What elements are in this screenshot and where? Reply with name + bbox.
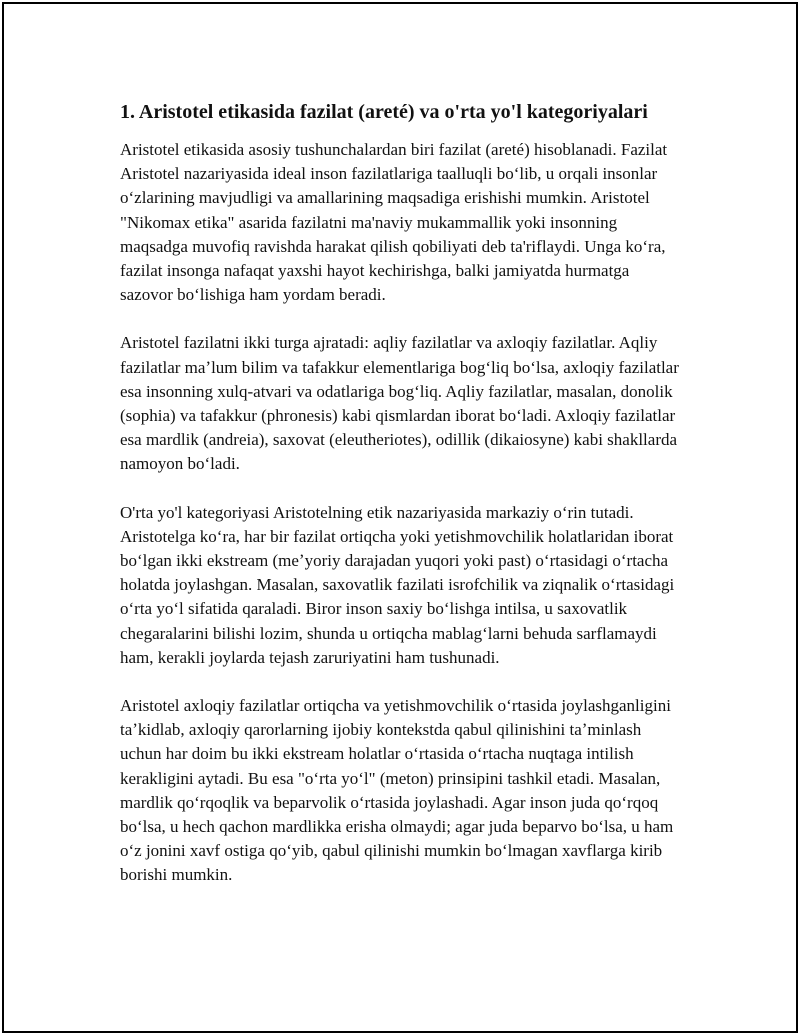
paragraph-fazilat-types: Aristotel fazilatni ikki turga ajratadi: aqliy fazilatlar va axloqiy fazilatlar. Aqliy fazilatlar maʼlum bilim va tafakkur elementlariga bogʻliq boʻlsa, axloqiy fazilatlar esa insonning xulq-atvari va odatlariga bogʻliq. Aqliy fazilatlar, masalan, donolik (sophia) va tafakkur (phronesis) kabi qismlardan iborat boʻladi. Axloqiy fazilatlar esa mardlik (andreia), saxovat (eleutheriotes), odillik (dikaiosyne) kabi shakllarda namoyon boʻladi. (120, 333, 679, 474)
section-heading: 1. Aristotel etikasida fazilat (areté) va o'rta yo'l kategoriyalari (120, 101, 648, 123)
paragraph-middle-way: O'rta yo'l kategoriyasi Aristotelning etik nazariyasida markaziy oʻrin tutadi. Aristotelga koʻra, har bir fazilat ortiqcha yoki yetishmovchilik holatlaridan iborat boʻlgan ikki ekstream (meʼyoriy darajadan yuqori yoki past) oʻrtasidagi oʻrtacha holatda joylashgan. Masalan, saxovatlik fazilati isrofchilik va ziqnalik oʻrtasidagi oʻrta yoʻl sifatida qaraladi. Biror inson saxiy boʻlishga intilsa, u saxovatlik chegaralarini bilishi lozim, shunda u ortiqcha mablagʻlarni behuda sarflamaydi ham, kerakli joylarda tejash zaruriyatini ham tushunadi. (120, 502, 675, 667)
paragraph-meton-principle: Aristotel axloqiy fazilatlar ortiqcha va yetishmovchilik oʻrtasida joylashganligini taʼkidlab, axloqiy qarorlarning ijobiy kontekstda qabul qilinishini taʼminlash uchun har doim bu ikki ekstream holatlar oʻrtasida oʻrtacha nuqtaga intilish kerakligini aytadi. Bu esa "oʻrta yoʻl" (meton) prinsipini tashkil etadi. Masalan, mardlik qoʻrqoqlik va beparvolik oʻrtasida joylashadi. Agar inson juda qoʻrqoq boʻlsa, u hech qachon mardlikka erisha olmaydi; agar juda beparvo boʻlsa, u ham oʻz jonini xavf ostiga qoʻyib, qabul qilinishi mumkin boʻlmagan xavflarga kirib borishi mumkin. (120, 696, 674, 885)
paragraph-fazilat-definition: Aristotel etikasida asosiy tushunchalardan biri fazilat (areté) hisoblanadi. Fazilat Aristotel nazariyasida ideal inson fazilatlariga taalluqli boʻlib, u orqali insonlar oʻzlarining mavjudligi va amallarining maqsadiga erishishi mumkin. Aristotel "Nikomax etika" asarida fazilatni ma'naviy mukammallik yoki insonning maqsadga muvofiq ravishda harakat qilish qobiliyati deb ta'riflaydi. Unga koʻra, fazilat insonga nafaqat yaxshi hayot kechirishga, balki jamiyatda hurmatga sazovor boʻlishiga ham yordam beradi. (120, 140, 668, 305)
document-body (120, 98, 686, 912)
document-page (2, 2, 798, 1033)
